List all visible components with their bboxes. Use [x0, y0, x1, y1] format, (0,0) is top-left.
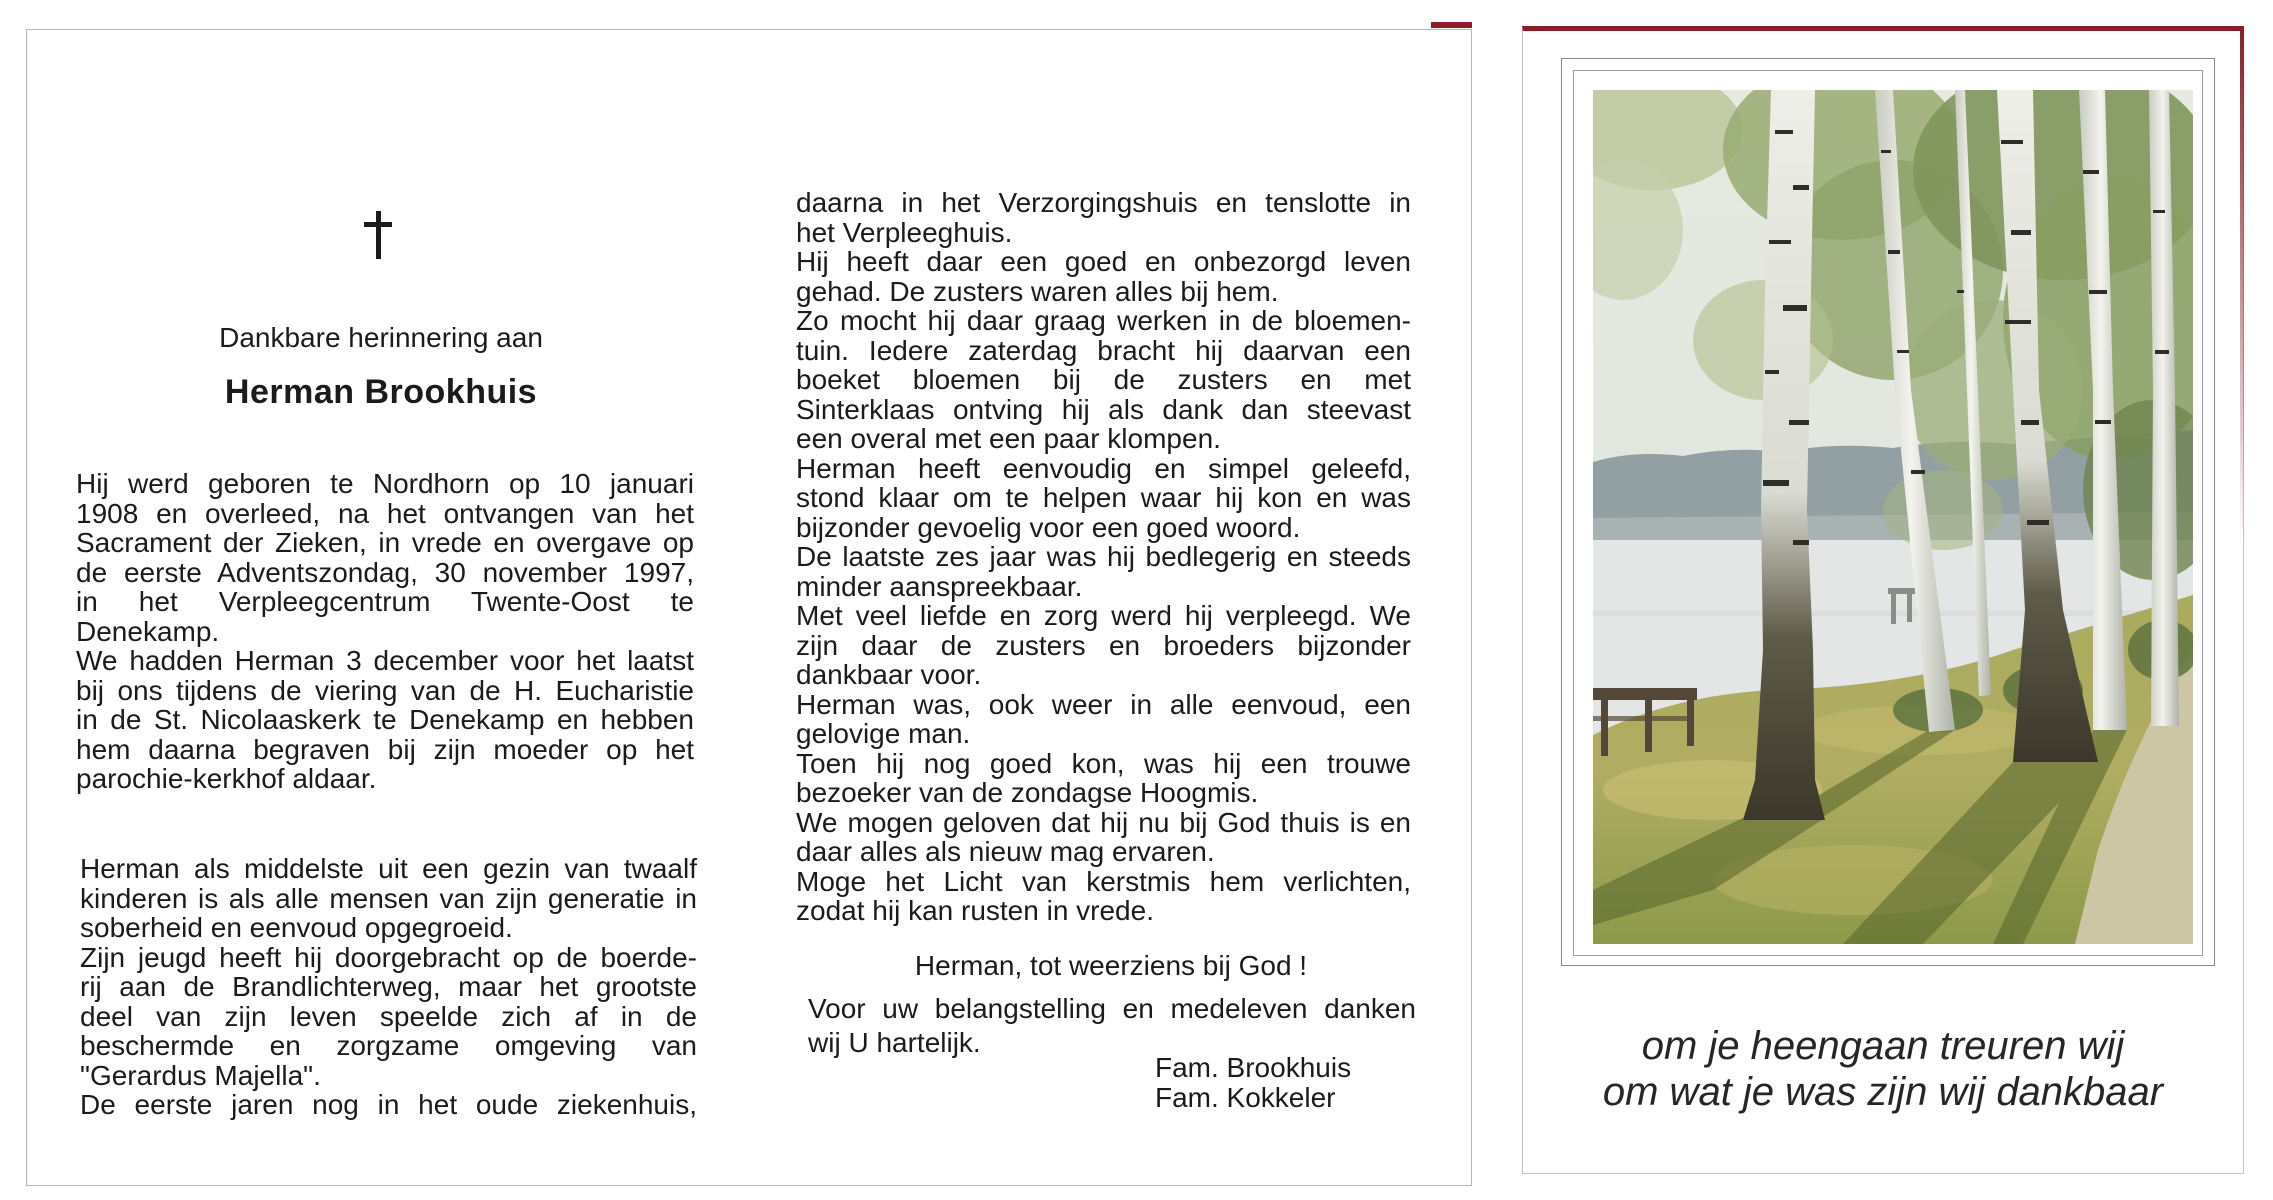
birch-trees-by-lake-photo [1593, 90, 2193, 944]
text-line: Moge het Licht van kerstmis hem verlichten, [796, 865, 1411, 897]
text-line: Herman als middelste uit een gezin van twaalf [80, 853, 697, 884]
text-line: hem daarna begraven bij zijn moeder op het [76, 733, 694, 765]
text-line: boeket bloemen bij de zusters en met [796, 364, 1411, 395]
text-line: 1908 en overleed, na het ontvangen van het [76, 497, 694, 529]
text-line: bij ons tijdens de viering van de H. Eucharistie [76, 674, 694, 706]
text-line: rij aan de Brandlichterweg, maar het grootste [80, 971, 697, 1002]
text-line: in het Verpleegcentrum Twente-Oost te [76, 586, 694, 617]
thanks-line: wij U hartelijk. [808, 1027, 981, 1058]
text-line: in de St. Nicolaaskerk te Denekamp en hebben [76, 704, 694, 735]
text-line: Zo mocht hij daar graag werken in de bloemen- [796, 305, 1411, 336]
farewell-line: Herman, tot weerziens bij God ! [914, 950, 1308, 981]
text-line: We mogen geloven dat hij nu bij God thuis is en [796, 806, 1411, 838]
text-line: Hij heeft daar een goed en onbezorgd leven [796, 246, 1411, 277]
text-line: "Gerardus Majella". [80, 1059, 321, 1091]
text-line: minder aanspreekbaar. [796, 570, 1083, 602]
text-line: Sacrament der Zieken, in vrede en overgave op [76, 527, 694, 558]
text-line: een overal met een paar klompen. [796, 423, 1221, 454]
text-line: Met veel liefde en zorg werd hij verpleegd. We [796, 600, 1411, 631]
caption-line: om je heengaan treuren wij [1641, 1024, 2125, 1068]
text-line: kinderen is als alle mensen van zijn generatie in [80, 882, 697, 914]
text-line: daarna in het Verzorgingshuis en tenslotte in [796, 187, 1411, 218]
paragraph-continued [796, 188, 1411, 926]
caption [1522, 1023, 2244, 1115]
text-line: Herman was, ook weer in alle eenvoud, een [796, 688, 1411, 720]
text-line: daar alles als nieuw mag ervaren. [796, 836, 1215, 867]
text-line: gehad. De zusters waren alles bij hem. [796, 275, 1279, 307]
text-line: Denekamp. [76, 615, 220, 647]
text-line: zijn daar de zusters en broeders bijzonder [796, 629, 1411, 661]
text-line: bijzonder gevoelig voor een goed woord. [796, 511, 1301, 543]
cross-icon [364, 211, 392, 259]
text-line: Sinterklaas ontving hij als dank dan steevast [796, 393, 1411, 425]
text-line: het Verpleeghuis. [796, 216, 1013, 248]
deceased-name: Herman Brookhuis [224, 373, 538, 411]
text-line: tuin. Iedere zaterdag bracht hij daarvan een [796, 334, 1411, 366]
intro-text: Dankbare herinnering aan [219, 322, 543, 353]
text-line: gelovige man. [796, 718, 971, 749]
text-line: zodat hij kan rusten in vrede. [796, 895, 1154, 926]
text-line: Herman heeft eenvoudig en simpel geleefd, [796, 452, 1411, 484]
text-line: Hij werd geboren te Nordhorn op 10 januari [76, 468, 694, 499]
text-line: beschermde en zorgzame omgeving van [80, 1030, 697, 1061]
thanks-line: Voor uw belangstelling en medeleven danken [808, 993, 1416, 1024]
text-line: bezoeker van de zondagse Hoogmis. [796, 777, 1259, 808]
paragraph-birth-funeral [76, 469, 694, 794]
text-line: Zijn jeugd heeft hij doorgebracht op de boerde- [80, 941, 697, 973]
paragraph-life-story [80, 854, 697, 1120]
text-line: De laatste zes jaar was hij bedlegerig en steeds [796, 541, 1411, 572]
text-line: Toen hij nog goed kon, was hij een trouwe [796, 747, 1411, 779]
caption-line: om wat je was zijn wij dankbaar [1602, 1070, 2164, 1114]
text-line: soberheid en eenvoud opgegroeid. [80, 912, 513, 943]
signature-family: Fam. Kokkeler [1155, 1082, 1336, 1113]
text-line: deel van zijn leven speelde zich af in de [80, 1000, 697, 1032]
left-card-red-edge [1431, 22, 1472, 28]
text-line: de eerste Adventszondag, 30 november 1997, [76, 556, 694, 588]
text-line: We hadden Herman 3 december voor het laatst [76, 645, 694, 676]
text-line: stond klaar om te helpen waar hij kon en was [796, 482, 1411, 513]
text-line: dankbaar voor. [796, 659, 982, 690]
text-line: De eerste jaren nog in het oude ziekenhuis, [80, 1089, 697, 1120]
signature-family: Fam. Brookhuis [1155, 1052, 1352, 1083]
text-line: parochie-kerkhof aldaar. [76, 763, 377, 794]
right-card-red-edge [2240, 26, 2244, 546]
